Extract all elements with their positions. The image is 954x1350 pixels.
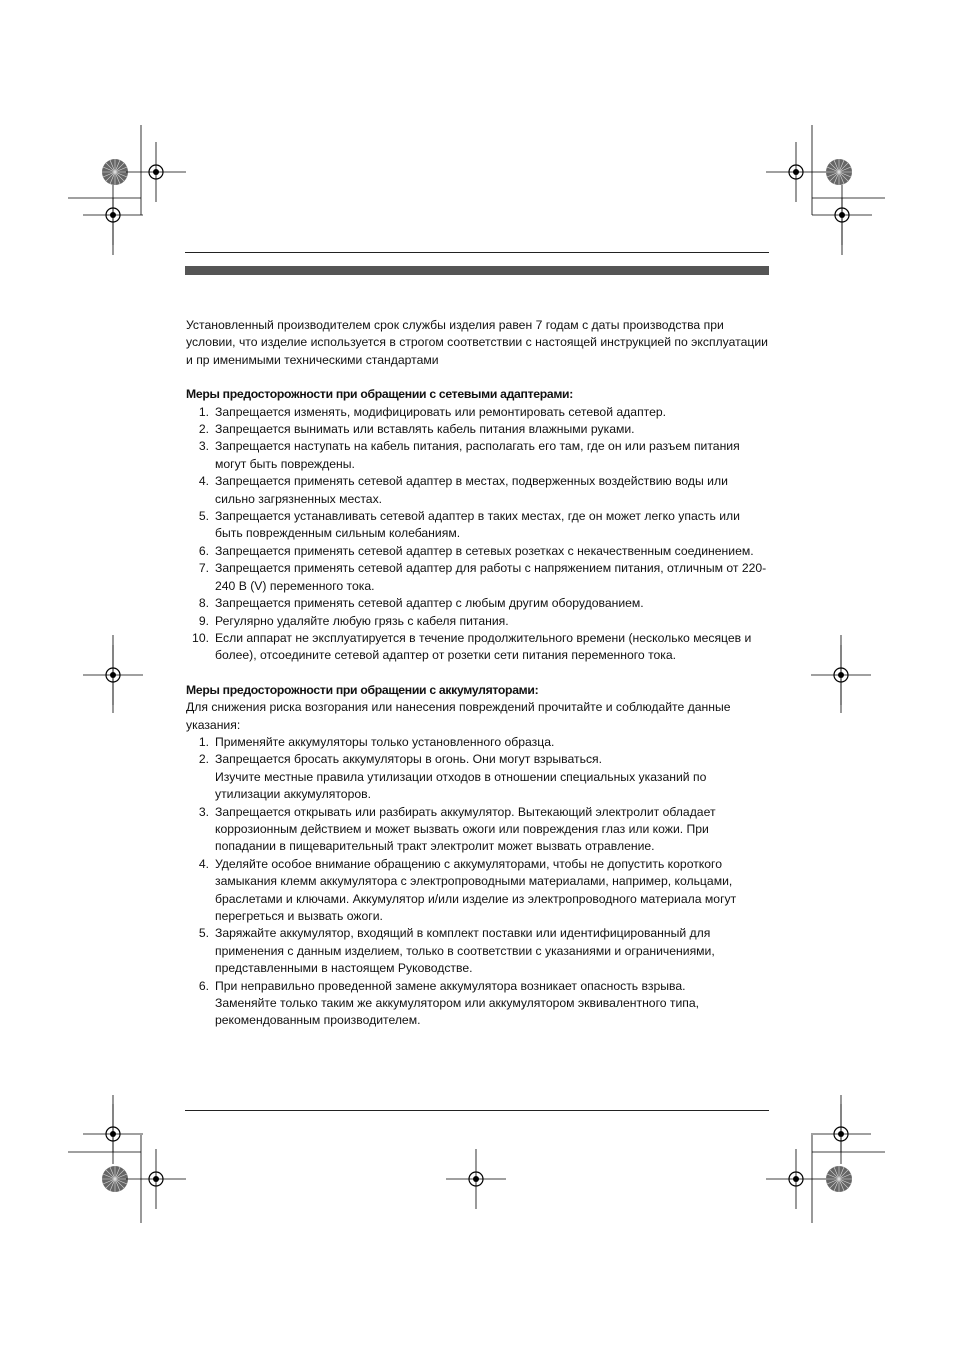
battery-section-intro: Для снижения риска возгорания или нанесения повреждений прочитайте и соблюдайте данные указания: bbox=[186, 700, 731, 732]
registration-mark-icon bbox=[83, 645, 143, 705]
star-target-icon bbox=[826, 1166, 852, 1192]
list-item: 1. Применяйте аккумуляторы только установленного образца. bbox=[198, 734, 555, 749]
list-item: 4. Запрещается применять сетевой адаптер в местах, подверженных воздействию воды или сильно загрязненных местах. bbox=[198, 474, 728, 506]
list-item: 6. При неправильно проведенной замене аккумулятора возникает опасность взрыва. Заменяйте только таким же аккумулятором или аккумулятором эквивалентного типа, рекомендованным производителем. bbox=[186, 978, 770, 1030]
list-item: 4. Уделяйте особое внимание обращению с аккумуляторами, чтобы не допустить короткого замыкания клемм аккумулятора с электропроводными материалами, например, кольцами, браслетами и ключами. Аккумулятор и/или изделие из электропроводного материала могут перегреться и вызвать ожоги. bbox=[198, 856, 737, 923]
footer-rule bbox=[185, 1110, 769, 1111]
list-item: 2. Запрещается бросать аккумуляторы в огонь. Они могут взрываться. Изучите местные правила утилизации отходов в отношении специальных указаний по утилизации аккумуляторов. bbox=[186, 751, 770, 803]
page-content bbox=[186, 317, 770, 1030]
list-item-note: Заменяйте только таким же аккумулятором или аккумулятором эквивалентного типа, рекомендованным производителем. bbox=[215, 996, 700, 1028]
registration-mark-icon bbox=[811, 1104, 871, 1164]
crop-line bbox=[812, 125, 885, 255]
registration-mark-icon bbox=[811, 645, 871, 705]
registration-mark-icon bbox=[126, 1149, 186, 1209]
list-item: 5. Заряжайте аккумулятор, входящий в комплект поставки или идентифицированный для применения с данным изделием, только в соответствии с указаниями и ограничениями, представленными в настоящем Руководстве. bbox=[198, 926, 715, 976]
registration-mark-icon bbox=[446, 1149, 506, 1209]
adapter-precautions-list bbox=[186, 404, 770, 665]
star-target-icon bbox=[102, 1166, 128, 1192]
crop-line bbox=[812, 1095, 885, 1223]
crop-line bbox=[68, 1095, 141, 1223]
registration-mark-icon bbox=[766, 1149, 826, 1209]
service-life-paragraph: Установленный производителем срок службы изделия равен 7 годам с даты производства при условии, что изделие используется в строгом соответствии с настоящей инструкцией по эксплуатации и пр именимыми техническими стандартами bbox=[186, 318, 768, 367]
list-item: 6. Запрещается применять сетевой адаптер в сетевых розетках с некачественным соединением. bbox=[198, 543, 754, 558]
adapter-section-heading: Меры предосторожности при обращении с сетевыми адаптерами: bbox=[186, 387, 574, 402]
battery-section-heading: Меры предосторожности при обращении с аккумуляторами: bbox=[186, 682, 539, 697]
registration-mark-icon bbox=[83, 185, 143, 245]
registration-mark-icon bbox=[812, 185, 872, 245]
star-target-icon bbox=[826, 159, 852, 185]
list-item: 7. Запрещается применять сетевой адаптер для работы с напряжением питания, отличным от 220-240 В (V) переменного тока. bbox=[198, 561, 767, 593]
battery-precautions-list bbox=[186, 734, 770, 1030]
list-item: 1. Запрещается изменять, модифицировать или ремонтировать сетевой адаптер. bbox=[198, 404, 667, 419]
list-item-note: Изучите местные правила утилизации отходов в отношении специальных указаний по утилизации аккумуляторов. bbox=[215, 769, 707, 802]
list-item: 5. Запрещается устанавливать сетевой адаптер в таких местах, где он может легко упасть или быть поврежденным сильным колебаниям. bbox=[198, 509, 740, 541]
list-item: 3. Запрещается наступать на кабель питания, располагать его там, где он или разъем питания могут быть повреждены. bbox=[198, 439, 740, 471]
crop-line bbox=[68, 125, 141, 255]
header-rule-thick bbox=[185, 266, 769, 275]
list-item: 10. Если аппарат не эксплуатируется в течение продолжительного времени (несколько месяцев и более), отсоедините сетевой адаптер от розетки сети питания переменного тока. bbox=[192, 630, 752, 663]
list-item: 9. Регулярно удаляйте любую грязь с кабеля питания. bbox=[198, 613, 509, 628]
registration-mark-icon bbox=[126, 142, 186, 202]
list-item: 8. Запрещается применять сетевой адаптер с любым другим оборудованием. bbox=[198, 596, 644, 611]
registration-mark-icon bbox=[766, 142, 826, 202]
list-item: 2. Запрещается вынимать или вставлять кабель питания влажными руками. bbox=[198, 422, 635, 437]
header-rule-thin bbox=[185, 252, 769, 253]
star-target-icon bbox=[102, 159, 128, 185]
list-item: 3. Запрещается открывать или разбирать аккумулятор. Вытекающий электролит обладает коррозионным действием и может вызвать ожоги или повреждения глаз или кожи. При попадании в пищеварительный тракт электролит может вызвать отравление. bbox=[198, 804, 716, 854]
registration-mark-icon bbox=[83, 1104, 143, 1164]
